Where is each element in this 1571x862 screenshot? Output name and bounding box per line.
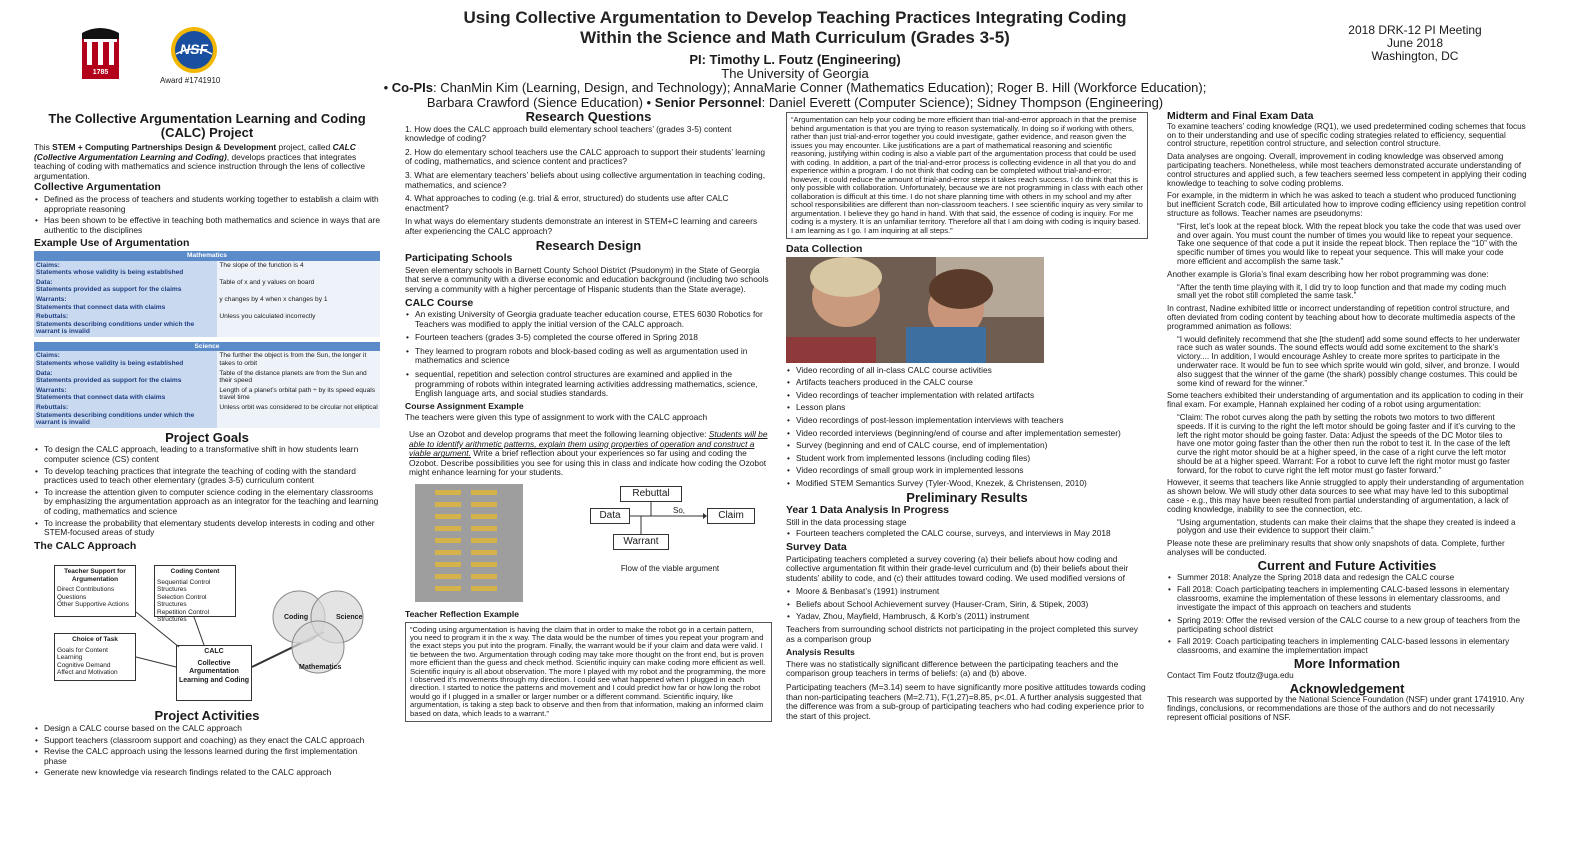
reflection-quote: “Coding using argumentation is having the claim that in order to make the robot go in a certain pattern, you need to program it in the x way. The data would be the number of times you repeat your program and the exact steps you put into the program. Finally, the warrant would be if your claim and data were valid. I tie between the two. Argumentation through coding may take more thought on the front end, but is proven more efficient than the guess and check method. Scientific inquiry can make coding more efficient as well. Scientific inquiry is all about observation. The more I played with my robot and the programming, the more I observed it’s movements through my direction. I could see what happened when I plugged in each direction. I started to notice the patterns and movement and I could predict how far or how long the robot would go if I plugged in a smaller or larger number or a different command. Scientific inquiry, like argumentation, is taking a step back to observe and then from that information, making an informed claim based on data, which leads to a warrant.” xyxy=(405,622,772,722)
analysis-text-1: There was no statistically significant difference between the participating teachers and the comparison group teachers in terms of beliefs: (a) and (b) above. xyxy=(786,658,1119,679)
reflection-heading: Teacher Reflection Example xyxy=(405,609,519,619)
classroom-photo xyxy=(786,257,1044,363)
survey-data-heading: Survey Data xyxy=(786,540,847,553)
preliminary-results-heading: Preliminary Results xyxy=(906,489,1028,505)
data-box: Data xyxy=(590,508,630,524)
column-4 xyxy=(1167,112,1527,727)
calc-box: CALC Collective Argumentation Learning and Coding xyxy=(176,645,252,701)
math-argument-table: Mathematics Claims: Statements whose validity is being established The slope of the function is 4 Data: Statements provided as support for the claims Table of x and y values on board Warrants: Statements that connect data with claims y changes by 4 when x changes by 1 Rebuttals: Statements describing conditions under which the warrant is invalid Unless you calculated incorrectly xyxy=(34,251,380,337)
calc-diagram-connectors xyxy=(34,557,380,709)
comparison-text: Teachers from surrounding school districts not participating in the project completed this survey as a comparison group xyxy=(786,624,1138,644)
teacher-support-box: Teacher Support for Argumentation Direct Contributions Questions Other Supportive Actions xyxy=(54,565,136,617)
rq-4: 4. What approaches to coding (e.g. trial & error, structured) do students use after CALC enactment? xyxy=(405,193,729,213)
venn-coding: Coding xyxy=(284,614,309,622)
acknowledgement-text: This research was supported by the National Science Foundation (NSF) under grant 1741910. Any findings, conclusions, or recommendations are those of the authors and do not necessarily represent official positions of NSF. xyxy=(1167,695,1525,723)
assignment-heading: Course Assignment Example xyxy=(405,400,524,411)
award-number: Award #1741910 xyxy=(160,76,221,85)
venn-science: Science xyxy=(336,614,363,622)
co-pis: • Co-PIs: ChanMin Kim (Learning, Design, and Technology); AnnaMarie Conner (Mathematics Education); Roger B. Hill (Workforce Education); Barbara Crawford (Sience Education) • Senior Personnel: Daniel Everett (Computer Science); Sidney Thompson (Engineering) xyxy=(383,80,1207,110)
exam-paragraph-1: To examine teachers’ coding knowledge (RQ1), we used predetermined coding schemes that focus on to their understanding and use of specific coding strategies related to efficiency, sequential control structure, repetition control structure, and selection control structure. xyxy=(1167,121,1526,149)
meeting-info: 2018 DRK-12 PI Meeting June 2018 Washington, DC xyxy=(1348,23,1482,63)
participating-schools-text: Seven elementary schools in Barnett County School District (Psudonym) in the State of Georgia that serve a community with a diverse economic and education background (including two schools serving a community with a higher percentage of Hispanic students than the State average). xyxy=(405,264,769,294)
annie-quote: “Using argumentation, students can make their claims that the shape they created is indeed a polygon and use their evidence to support their claim.” xyxy=(1177,517,1516,536)
bill-quote: “First, let’s look at the repeat block. With the repeat block you take the code that was used over and over again. You must count the number of times you would like to repeat your sequence. Take one sequence of that code a put it inside the repeat block. Then replace the “10” with the specific number of times you would like to repeat your sequence. This will make your code more efficient and accomplish the same task.” xyxy=(1177,221,1521,266)
exam-paragraph-3: For example, in the midterm in which he was asked to teach a student who produced functioning but inefficient Scratch code, Bill articulated how to improve coding efficiency using repetition control structure as follows. Teacher names are pseudonyms: xyxy=(1167,191,1526,218)
exam-paragraph-5: In contrast, Nadine exhibited little or incorrect understanding of repetition control structure, and often deviated from coding content by teaching about how to decorate multimedia aspects of the programmed animation as follows: xyxy=(1167,304,1516,331)
rq-5: In what ways do elementary students demonstrate an interest in STEM+C learning and careers after experiencing the CALC approach? xyxy=(405,216,758,236)
gloria-quote: “After the tenth time playing with it, I did try to loop function and that made my coding much small yet the robot still completed the same task.” xyxy=(1177,282,1507,301)
science-argument-table: Science Claims: Statements whose validity is being established The further the object is from the Sun, the longer it takes to orbit Data: Statements provided as support for the claims Table of the distance planets are from the Sun and their speed Warrants: Statements that connect data with claims Length of a planet’s orbital path ÷ by its speed equals travel time Rebuttals: Statements describing conditions under which the warrant is invalid Unless orbit was considered to be circular not elliptical xyxy=(34,342,380,428)
year1-list: • Fourteen teachers completed the CALC course, surveys, and interviews in May 2018 xyxy=(786,529,1148,539)
collective-argumentation-heading: Collective Argumentation xyxy=(34,181,161,194)
university: The University of Georgia xyxy=(721,66,869,81)
project-goals-heading: Project Goals xyxy=(165,429,249,445)
year1-text: Still in the data processing stage xyxy=(786,516,907,527)
calc-intro: This STEM + Computing Partnerships Design & Development project, called CALC (Collective Argumentation Learning and Coding), develops practices that integrates teaching of coding with mathematics and science instruction through the lens of collective argumentation. xyxy=(34,142,365,181)
year1-heading: Year 1 Data Analysis In Progress xyxy=(786,504,950,517)
collective-argumentation-list: • Defined as the process of teachers and students working together to establish a claim with appropriate reasoning • Has been shown to be effective in teaching both mathematics and science in ways that are authentic to the disciplines xyxy=(34,195,380,235)
exam-data-heading: Midterm and Final Exam Data xyxy=(1167,110,1314,122)
hannah-quote: “Claim: The robot curves along the path by setting the robots two motors to two different speeds. If it is curving to the right the left motor should be going faster and if it’s curving to the left the right motor should be going faster. Data: Adjust the speeds of the DC Motor tiles to have one motor going faster than the other then run the robot to test it. In the case of the left curve the right motor should be at a higher speed, in the case of a right curve the left motor should be at a higher speed. Warrant: For a robot to curve left the right motor must go faster forward, for the robot to curve right the left motor must go faster forward.” xyxy=(1177,412,1516,475)
calc-project-title: The Collective Argumentation Learning and Coding (CALC) Project xyxy=(48,111,366,140)
so-label: So, xyxy=(673,506,686,515)
project-activities-list: • Design a CALC course based on the CALC approach • Support teachers (classroom support and coaching) as they enact the CALC approach • Revise the CALC approach using the lessons learned during the first implementation phase • Generate new knowledge via research findings related to the CALC approach xyxy=(34,724,380,778)
data-collection-heading: Data Collection xyxy=(786,243,863,255)
column-1 xyxy=(34,112,380,781)
teacher-quote: “Argumentation can help your coding be more efficient than trial-and-error approach in that the premise behind argumentation is that you are trying to reason systematically. In doing so if working with others, rather than just trial-and-error together you could investigate, gather evidence, and reason given the issues you may encounter. Like justifications are a part of mathematical reasoning and scientific reasoning, justifying within coding is also a viable part of the argumentation process that could be used with coding. In addition, a part of the trial-and-error process is collecting evidence in all that you do and experience within a program. I do not think that coding can be completed without trial-and-error; however, it could reduce the amount of trial-and-error steps it takes reach success. I do think that this is only possible with collaboration. Unfortunately, because we are not programming in class with each other collaboration is difficult at this time. I do not share planning time with others in my school and my after school responsibilities are different than non-classroom teachers. I see scientific inquiry as very similar to argumentation. I believe they go hand in hand. With that said, the essence of coding is inquiry. For me coding is a mystery. It is an unfamiliar territory. Therefore all that I am doing with coding is inquiry based. I am learning as I go. I am inquiring at all steps.” xyxy=(786,112,1148,239)
choice-of-task-box: Choice of Task Goals for Content Learning Cognitive Demand Affect and Motivation xyxy=(54,633,136,681)
nadine-quote: “I would definitely recommend that she [the student] add some sound effects to her underwater race such as water sounds. The sound effects would add some excitement to the shark’s victory.... In addition, I would encourage Ashley to create more sprites to participate in the underwater race. It would be fun to see which sprite would win gold, silver, and bronze. I would also suggest that the winner of the game (the shark) possibly change costumes. This could be some kind of reward for the winner.” xyxy=(1177,334,1521,388)
warrant-box: Warrant xyxy=(613,534,669,550)
exam-paragraph-7: However, it seems that teachers like Annie struggled to apply their understanding of argumentation as shown below. We will study other data sources to see what may have led to this suboptimal case - e.g., this may have been resulted from partial understanding of argumentation, a lack of coding knowledge, inability to see the connection, etc. xyxy=(1167,478,1524,514)
future-activities-list: • Summer 2018: Analyze the Spring 2018 data and redesign the CALC course • Fall 2018: Coach participating teachers in implementing CALC-based lessons in elementary classrooms, examine the implementation of these lessons in elementary classrooms, and investigate the impact of this approach on teachers and students • Spring 2019: Offer the revised version of the CALC course to a new group of teachers from the participating school district • Fall 2019: Coach participating teachers in implementing CALC-based lessons in elementary classrooms, and examine the implementation impact xyxy=(1167,574,1527,656)
column-2 xyxy=(405,109,772,722)
analysis-text-2: Participating teachers (M=3.14) seem to have significantly more positive attitudes towards coding than non-participating teachers (M=2.71), F(1,27)=8.85, p<.01. A further analysis suggested that the difference was from a sub-group of participating teachers who had coding experience prior to the start of this project. xyxy=(786,682,1146,721)
pi-name: PI: Timothy L. Foutz (Engineering) xyxy=(689,52,901,67)
calc-approach-diagram xyxy=(34,557,380,709)
rq-1: 1. How does the CALC approach build elementary school teachers’ (grades 3-5) content knowledge of coding? xyxy=(405,123,732,144)
assignment-figures xyxy=(405,482,772,610)
contact-info: Contact Tim Foutz tfoutz@uga.edu xyxy=(1167,670,1294,680)
survey-list: • Moore & Benbasat’s (1991) instrument • Beliefs about School Achievement survey (Hauser-Cram, Sirin, & Stipek, 2003) • Yadav, Zhou, Mayfield, Hambrusch, & Korb’s (2011) instrument xyxy=(786,587,1148,622)
research-questions-heading: Research Questions xyxy=(525,109,652,124)
column-3 xyxy=(786,112,1148,725)
flow-caption: Flow of the viable argument xyxy=(620,564,720,573)
poster-title: Using Collective Argumentation to Develop Teaching Practices Integrating Coding Within the Science and Math Curriculum (Grades 3-5) xyxy=(463,8,1127,47)
coding-content-box: Coding Content Sequential Control Structures Selection Control Structures Repetition Control Structures xyxy=(154,565,236,617)
claim-box: Claim xyxy=(707,508,755,524)
project-activities-heading: Project Activities xyxy=(154,708,260,724)
uga-year: 1785 xyxy=(92,69,109,76)
flow-arrows xyxy=(405,482,772,610)
rq-3: 3. What are elementary teachers’ beliefs about using collective argumentation in teaching coding, mathematics, and science? xyxy=(405,169,766,190)
acknowledgement-heading: Acknowledgement xyxy=(1289,680,1405,696)
exam-paragraph-2: Data analyses are ongoing. Overall, improvement in coding knowledge was observed among participating teachers. Nonetheless, while most teachers demonstrated accurate understanding of control structures and applied such, a few teachers seemed less competent in applying their coding knowledge to teaching to solve coding problems. xyxy=(1167,152,1527,188)
calc-approach-heading: The CALC Approach xyxy=(34,539,137,552)
rq-2: 2. How do elementary school teachers use the CALC approach to support their students’ learning of coding, mathematics, and science content and practices? xyxy=(405,146,766,167)
future-activities-heading: Current and Future Activities xyxy=(1257,557,1437,573)
example-argumentation-heading: Example Use of Argumentation xyxy=(34,237,190,250)
participating-schools-heading: Participating Schools xyxy=(405,252,513,265)
uga-logo xyxy=(78,27,123,83)
analysis-results-heading: Analysis Results xyxy=(786,647,855,658)
assignment-intro: The teachers were given this type of assignment to work with the CALC approach xyxy=(405,412,708,423)
nsf-text: NSF xyxy=(180,41,208,57)
classroom-photo-image xyxy=(786,257,1044,363)
nsf-logo xyxy=(170,26,218,74)
venn-mathematics: Mathematics xyxy=(299,664,342,672)
calc-course-list: • An existing University of Georgia graduate teacher education course, ETES 6030 Robotics for Teachers was modified to apply the initial version of the CALC approach. • Fourteen teachers (grades 3-5) completed the course offered in Spring 2018 • They learned to program robots and block-based coding as well as argumentation used in mathematics and science • sequential, repetition and selection control structures are examined and applied in the programming of robots within integrated learning activities addressing mathematics, science, English language arts, and social studies standards. xyxy=(405,310,772,399)
exam-paragraph-6: Some teachers exhibited their understanding of argumentation and its application to coding in their final exam. For example, Hannah explained her coding of a robot using argumentation: xyxy=(1167,391,1524,410)
more-information-heading: More Information xyxy=(1293,656,1401,672)
survey-text: Participating teachers completed a survey covering (a) their beliefs about how coding and collective argumentation fit within their grade-level curriculum and (b) their beliefs about their students’ ability to code, and (c) their attitudes toward coding. We used modified versions of xyxy=(786,553,1129,583)
exam-paragraph-4: Another example is Gloria’s final exam describing how her robot programming was done: xyxy=(1167,269,1489,279)
assignment-text: Use an Ozobot and develop programs that meet the following learning objective: Students will be able to identify arithmetic patterns, explain them using properties of operation and construct a viable argument. Write a brief reflection about your experiences so far using and coding the Ozobot. Describe possibilities you see for using this in class and indicate how coding the Ozobot might enhance learning for your students. xyxy=(409,429,768,478)
rebuttal-box: Rebuttal xyxy=(620,486,682,502)
research-design-heading: Research Design xyxy=(535,237,642,253)
exam-paragraph-8: Please note these are preliminary results that show only snapshots of data. Complete, further analyses will be conducted. xyxy=(1167,539,1505,558)
calc-course-heading: CALC Course xyxy=(405,296,474,309)
project-goals-list: • To design the CALC approach, leading to a transformative shift in how students learn computer science (CS) content • To develop teaching practices that integrate the teaching of coding with the standard practices used to teach other elementary (grades 3-5) curriculum content • To increase the attention given to computer science coding in the elementary classrooms by emphasizing the argumentation approach as an integrator for the teaching and learning of coding, mathematics and science • To increase the probability that elementary students develop interests in coding and other STEM-focused areas of study xyxy=(34,445,380,537)
data-collection-list: • Video recording of all in-class CALC course activities • Artifacts teachers produced in the CALC course • Video recordings of teacher implementation with related artifacts • Lesson plans • Video recordings of post-lesson implementation interviews with teachers • Video recorded interviews (beginning/end of course and after implementation semester) • Survey (beginning and end of CALC course, end of implementation) • Student work from implemented lessons (including coding files) • Video recordings of small group work in implemented lessons • Modified STEM Semantics Survey (Tyler-Wood, Knezek, & Christensen, 2010) xyxy=(786,366,1148,489)
